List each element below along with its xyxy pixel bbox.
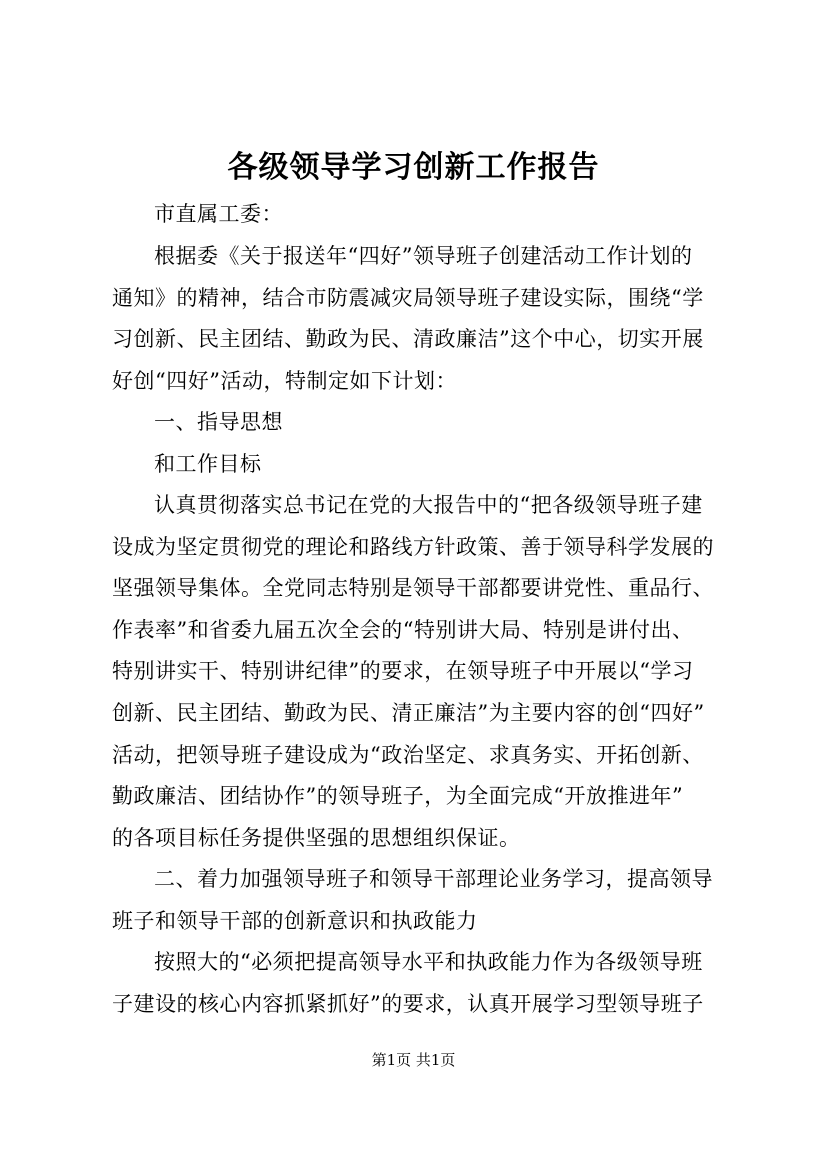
body-line-18: 按照大的“必须把提高领导水平和执政能力作为各级领导班 xyxy=(154,950,703,974)
section-heading-1: 一、指导思想 xyxy=(154,410,283,434)
document-title: 各级领导学习创新工作报告 xyxy=(227,150,600,185)
body-line-2: 通知》的精神，结合市防震减灾局领导班子建设实际，围绕“学 xyxy=(112,286,704,310)
page-number-footer: 第1页 共1页 xyxy=(371,1051,456,1069)
body-line-7: 认真贯彻落实总书记在党的大报告中的“把各级领导班子建 xyxy=(154,493,703,517)
section-heading-2: 二、着力加强领导班子和领导干部理论业务学习，提高领导 xyxy=(154,867,713,891)
body-line-8: 设成为坚定贯彻党的理论和路线方针政策、善于领导科学发展的 xyxy=(112,535,714,559)
body-line-11: 特别讲实干、特别讲纪律”的要求，在领导班子中开展以“学习 xyxy=(112,659,694,683)
body-line-9: 坚强领导集体。全党同志特别是领导干部都要讲党性、重品行、 xyxy=(112,576,714,600)
body-line-19: 子建设的核心内容抓紧抓好”的要求，认真开展学习型领导班子 xyxy=(112,992,704,1016)
section-heading-2-cont: 班子和领导干部的创新意识和执政能力 xyxy=(112,909,478,933)
body-line-15: 的各项目标任务提供坚强的思想组织保证。 xyxy=(112,826,521,850)
section-heading-1-cont: 和工作目标 xyxy=(154,452,262,476)
body-line-10: 作表率”和省委九届五次全会的“特别讲大局、特别是讲付出、 xyxy=(112,618,694,642)
body-line-1: 根据委《关于报送年“四好”领导班子创建活动工作计划的 xyxy=(154,244,693,268)
body-line-14: 勤政廉洁、团结协作”的领导班子，为全面完成“开放推进年” xyxy=(112,784,684,808)
body-line-12: 创新、民主团结、勤政为民、清正廉洁”为主要内容的创“四好” xyxy=(112,701,705,725)
body-line-3: 习创新、民主团结、勤政为民、清政廉洁”这个中心，切实开展 xyxy=(112,327,704,351)
salutation-line: 市直属工委： xyxy=(154,202,283,226)
body-line-13: 活动，把领导班子建设成为“政治坚定、求真务实、开拓创新、 xyxy=(112,743,704,767)
body-line-4: 好创“四好”活动，特制定如下计划： xyxy=(112,369,457,393)
